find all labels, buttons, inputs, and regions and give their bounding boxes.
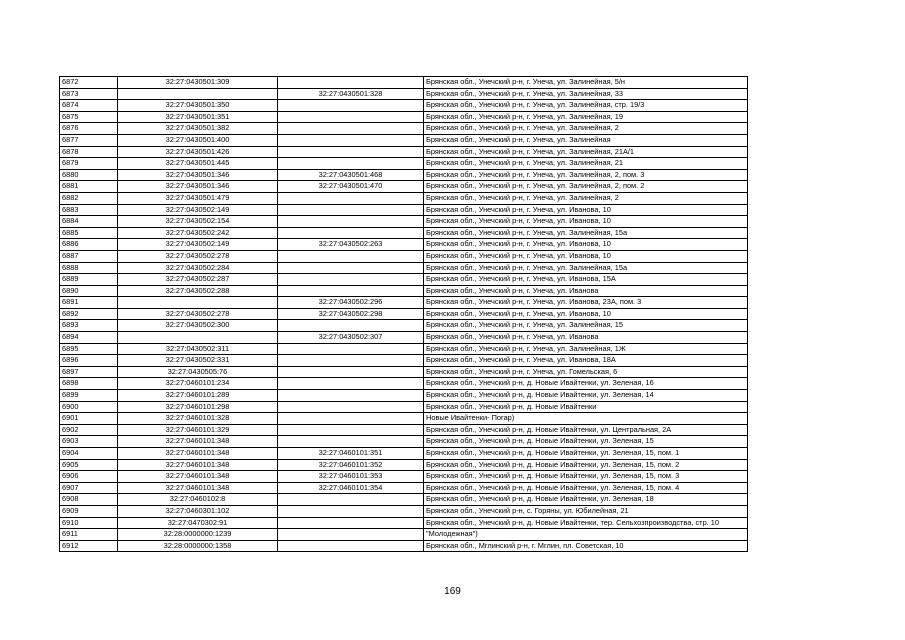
linked-cadastral-number-cell <box>278 413 424 425</box>
address-cell: Брянская обл., Унечский р-н, г. Унеча, ул. Иванова, 10 <box>424 308 748 320</box>
row-number-cell: 6894 <box>60 332 118 344</box>
cadastral-number-cell: 32:27:0460101:298 <box>118 401 278 413</box>
address-cell: Брянская обл., Унечский р-н, г. Унеча, ул. Залинейная, 21 <box>424 158 748 170</box>
address-cell: Брянская обл., Унечский р-н, г. Унеча, ул. Иванова, 10 <box>424 250 748 262</box>
address-cell: Брянская обл., Унечский р-н, г. Унеча, ул. Залинейная, 15 <box>424 320 748 332</box>
address-cell: Брянская обл., Унечский р-н, г. Унеча, ул. Залинейная, 19 <box>424 111 748 123</box>
cadastral-number-cell: 32:27:0430501:350 <box>118 100 278 112</box>
address-cell: Брянская обл., Унечский р-н, г. Унеча, ул. Залинейная, 1Ж <box>424 343 748 355</box>
cadastral-number-cell: 32:27:0460101:328 <box>118 413 278 425</box>
address-cell: Брянская обл., Унечский р-н, д. Новые Ивайтенки, ул. Зеленая, 15, пом. 2 <box>424 459 748 471</box>
linked-cadastral-number-cell <box>278 390 424 402</box>
table-row <box>60 169 748 181</box>
address-cell: Брянская обл., Унечский р-н, г. Унеча, ул. Иванова, 10 <box>424 216 748 228</box>
row-number-cell: 6892 <box>60 308 118 320</box>
table-row <box>60 239 748 251</box>
cadastral-number-cell: 32:27:0430502:288 <box>118 285 278 297</box>
linked-cadastral-number-cell <box>278 436 424 448</box>
address-cell: Брянская обл., Унечский р-н, д. Новые Ивайтенки, ул. Зеленая, 15, пом. 1 <box>424 448 748 460</box>
row-number-cell: 6882 <box>60 192 118 204</box>
linked-cadastral-number-cell <box>278 366 424 378</box>
table-row <box>60 505 748 517</box>
cadastral-number-cell: 32:27:0430501:346 <box>118 169 278 181</box>
table-row <box>60 158 748 170</box>
address-cell: Брянская обл., Унечский р-н, г. Унеча, ул. Залинейная, 2, пом. 2 <box>424 181 748 193</box>
linked-cadastral-number-cell <box>278 158 424 170</box>
row-number-cell: 6910 <box>60 517 118 529</box>
cadastral-number-cell: 32:27:0460301:102 <box>118 505 278 517</box>
linked-cadastral-number-cell <box>278 146 424 158</box>
cadastral-number-cell: 32:27:0430501:351 <box>118 111 278 123</box>
table-row <box>60 216 748 228</box>
cadastral-number-cell: 32:28:0000000:1239 <box>118 529 278 541</box>
row-number-cell: 6876 <box>60 123 118 135</box>
address-cell: Брянская обл., Унечский р-н, г. Унеча, ул. Залинейная, 15а <box>424 262 748 274</box>
cadastral-number-cell: 32:27:0460101:348 <box>118 448 278 460</box>
table-row <box>60 355 748 367</box>
table-body <box>60 77 748 552</box>
linked-cadastral-number-cell <box>278 505 424 517</box>
address-cell: Брянская обл., Унечский р-н, д. Новые Ивайтенки, ул. Зеленая, 16 <box>424 378 748 390</box>
cadastral-number-cell: 32:27:0430502:300 <box>118 320 278 332</box>
linked-cadastral-number-cell <box>278 227 424 239</box>
linked-cadastral-number-cell: 32:27:0430502:298 <box>278 308 424 320</box>
linked-cadastral-number-cell <box>278 262 424 274</box>
cadastral-table <box>59 76 748 552</box>
row-number-cell: 6880 <box>60 169 118 181</box>
cadastral-number-cell: 32:27:0460101:348 <box>118 482 278 494</box>
table-row <box>60 448 748 460</box>
cadastral-number-cell: 32:28:0000000:1358 <box>118 540 278 552</box>
cadastral-number-cell: 32:27:0430505:76 <box>118 366 278 378</box>
cadastral-number-cell: 32:27:0460101:289 <box>118 390 278 402</box>
linked-cadastral-number-cell: 32:27:0460101:353 <box>278 471 424 483</box>
linked-cadastral-number-cell: 32:27:0430501:328 <box>278 88 424 100</box>
cadastral-number-cell: 32:27:0430501:309 <box>118 77 278 89</box>
address-cell: Брянская обл., Унечский р-н, г. Унеча, ул. Иванова, 18А <box>424 355 748 367</box>
cadastral-number-cell <box>118 332 278 344</box>
cadastral-number-cell: 32:27:0430501:426 <box>118 146 278 158</box>
table-row <box>60 88 748 100</box>
linked-cadastral-number-cell <box>278 123 424 135</box>
linked-cadastral-number-cell <box>278 192 424 204</box>
linked-cadastral-number-cell <box>278 540 424 552</box>
address-cell: Брянская обл., Унечский р-н, д. Новые Ивайтенки, ул. Центральная, 2А <box>424 424 748 436</box>
row-number-cell: 6874 <box>60 100 118 112</box>
cadastral-number-cell: 32:27:0430502:242 <box>118 227 278 239</box>
table-row <box>60 227 748 239</box>
address-cell: Брянская обл., Унечский р-н, г. Унеча, ул. Залинейная, стр. 19/3 <box>424 100 748 112</box>
row-number-cell: 6907 <box>60 482 118 494</box>
address-cell: Брянская обл., Унечский р-н, г. Унеча, ул. Залинейная, 2 <box>424 192 748 204</box>
address-cell: Брянская обл., Унечский р-н, г. Унеча, ул. Залинейная, 33 <box>424 88 748 100</box>
row-number-cell: 6900 <box>60 401 118 413</box>
cadastral-number-cell: 32:27:0430501:400 <box>118 134 278 146</box>
address-cell: Брянская обл., Унечский р-н, д. Новые Ивайтенки, ул. Зеленая, 15, пом. 3 <box>424 471 748 483</box>
table-row <box>60 297 748 309</box>
address-cell: "Молодежная") <box>424 529 748 541</box>
row-number-cell: 6873 <box>60 88 118 100</box>
linked-cadastral-number-cell <box>278 517 424 529</box>
row-number-cell: 6891 <box>60 297 118 309</box>
linked-cadastral-number-cell <box>278 134 424 146</box>
row-number-cell: 6890 <box>60 285 118 297</box>
cadastral-number-cell: 32:27:0470302:91 <box>118 517 278 529</box>
table-row <box>60 401 748 413</box>
row-number-cell: 6902 <box>60 424 118 436</box>
linked-cadastral-number-cell <box>278 111 424 123</box>
table-row <box>60 529 748 541</box>
address-cell: Брянская обл., Унечский р-н, г. Унеча, ул. Залинейная, 2 <box>424 123 748 135</box>
cadastral-number-cell <box>118 297 278 309</box>
linked-cadastral-number-cell: 32:27:0430501:470 <box>278 181 424 193</box>
table-row <box>60 285 748 297</box>
linked-cadastral-number-cell: 32:27:0430502:296 <box>278 297 424 309</box>
address-cell: Брянская обл., Унечский р-н, д. Новые Ивайтенки <box>424 401 748 413</box>
address-cell: Брянская обл., Унечский р-н, г. Унеча, ул. Залинейная <box>424 134 748 146</box>
linked-cadastral-number-cell: 32:27:0460101:352 <box>278 459 424 471</box>
row-number-cell: 6911 <box>60 529 118 541</box>
row-number-cell: 6883 <box>60 204 118 216</box>
address-cell: Брянская обл., Унечский р-н, д. Новые Ивайтенки, ул. Зеленая, 18 <box>424 494 748 506</box>
linked-cadastral-number-cell <box>278 424 424 436</box>
table-row <box>60 204 748 216</box>
row-number-cell: 6912 <box>60 540 118 552</box>
cadastral-number-cell: 32:27:0430501:445 <box>118 158 278 170</box>
table-row <box>60 332 748 344</box>
address-cell: Брянская обл., Мглинский р-н, г. Мглин, пл. Советская, 10 <box>424 540 748 552</box>
address-cell: Брянская обл., Унечский р-н, г. Унеча, ул. Залинейная, 21А/1 <box>424 146 748 158</box>
table-row <box>60 366 748 378</box>
linked-cadastral-number-cell: 32:27:0430502:263 <box>278 239 424 251</box>
linked-cadastral-number-cell <box>278 378 424 390</box>
address-cell: Брянская обл., Унечский р-н, с. Горяны, ул. Юбилейная, 21 <box>424 505 748 517</box>
linked-cadastral-number-cell <box>278 100 424 112</box>
table-row <box>60 308 748 320</box>
table-row <box>60 77 748 89</box>
address-cell: Брянская обл., Унечский р-н, г. Унеча, ул. Залинейная, 5/н <box>424 77 748 89</box>
table-row <box>60 494 748 506</box>
address-cell: Брянская обл., Унечский р-н, г. Унеча, ул. Иванова, 23А, пом. 3 <box>424 297 748 309</box>
linked-cadastral-number-cell <box>278 204 424 216</box>
table-row <box>60 320 748 332</box>
row-number-cell: 6875 <box>60 111 118 123</box>
table-row <box>60 111 748 123</box>
linked-cadastral-number-cell <box>278 401 424 413</box>
linked-cadastral-number-cell <box>278 250 424 262</box>
table-row <box>60 134 748 146</box>
row-number-cell: 6896 <box>60 355 118 367</box>
cadastral-number-cell: 32:27:0430502:287 <box>118 274 278 286</box>
address-cell: Брянская обл., Унечский р-н, д. Новые Ивайтенки, тер. Сельхозпроизводства, стр. 10 <box>424 517 748 529</box>
address-cell: Брянская обл., Унечский р-н, г. Унеча, ул. Иванова, 10 <box>424 204 748 216</box>
linked-cadastral-number-cell <box>278 355 424 367</box>
table-row <box>60 343 748 355</box>
table-row <box>60 482 748 494</box>
address-cell: Брянская обл., Унечский р-н, г. Унеча, ул. Иванова, 15А <box>424 274 748 286</box>
page-number: 169 <box>444 586 461 597</box>
address-cell: Новые Ивайтенки- Погар) <box>424 413 748 425</box>
address-cell: Брянская обл., Унечский р-н, г. Унеча, ул. Гомельская, 6 <box>424 366 748 378</box>
cadastral-number-cell: 32:27:0430502:278 <box>118 250 278 262</box>
row-number-cell: 6889 <box>60 274 118 286</box>
table-row <box>60 181 748 193</box>
row-number-cell: 6908 <box>60 494 118 506</box>
address-cell: Брянская обл., Унечский р-н, г. Унеча, ул. Иванова, 10 <box>424 239 748 251</box>
linked-cadastral-number-cell <box>278 77 424 89</box>
row-number-cell: 6895 <box>60 343 118 355</box>
table-row <box>60 378 748 390</box>
linked-cadastral-number-cell <box>278 274 424 286</box>
linked-cadastral-number-cell: 32:27:0460101:351 <box>278 448 424 460</box>
row-number-cell: 6897 <box>60 366 118 378</box>
cadastral-number-cell: 32:27:0430502:331 <box>118 355 278 367</box>
address-cell: Брянская обл., Унечский р-н, г. Унеча, ул. Иванова <box>424 285 748 297</box>
linked-cadastral-number-cell <box>278 494 424 506</box>
row-number-cell: 6901 <box>60 413 118 425</box>
row-number-cell: 6881 <box>60 181 118 193</box>
cadastral-number-cell: 32:27:0430502:284 <box>118 262 278 274</box>
table-row <box>60 250 748 262</box>
table-row <box>60 517 748 529</box>
linked-cadastral-number-cell: 32:27:0460101:354 <box>278 482 424 494</box>
cadastral-number-cell <box>118 88 278 100</box>
cadastral-number-cell: 32:27:0430501:479 <box>118 192 278 204</box>
row-number-cell: 6879 <box>60 158 118 170</box>
address-cell: Брянская обл., Унечский р-н, г. Унеча, ул. Иванова <box>424 332 748 344</box>
linked-cadastral-number-cell: 32:27:0430502:307 <box>278 332 424 344</box>
linked-cadastral-number-cell <box>278 285 424 297</box>
table-row <box>60 192 748 204</box>
row-number-cell: 6905 <box>60 459 118 471</box>
cadastral-number-cell: 32:27:0430502:149 <box>118 239 278 251</box>
linked-cadastral-number-cell: 32:27:0430501:468 <box>278 169 424 181</box>
row-number-cell: 6898 <box>60 378 118 390</box>
cadastral-number-cell: 32:27:0430502:311 <box>118 343 278 355</box>
cadastral-number-cell: 32:27:0430501:382 <box>118 123 278 135</box>
table-row <box>60 262 748 274</box>
row-number-cell: 6887 <box>60 250 118 262</box>
cadastral-number-cell: 32:27:0460101:348 <box>118 459 278 471</box>
table-row <box>60 390 748 402</box>
table-row <box>60 100 748 112</box>
row-number-cell: 6903 <box>60 436 118 448</box>
table-row <box>60 123 748 135</box>
cadastral-number-cell: 32:27:0460101:348 <box>118 471 278 483</box>
row-number-cell: 6909 <box>60 505 118 517</box>
address-cell: Брянская обл., Унечский р-н, г. Унеча, ул. Залинейная, 2, пом. 3 <box>424 169 748 181</box>
cadastral-number-cell: 32:27:0460101:329 <box>118 424 278 436</box>
row-number-cell: 6906 <box>60 471 118 483</box>
row-number-cell: 6888 <box>60 262 118 274</box>
row-number-cell: 6885 <box>60 227 118 239</box>
cadastral-number-cell: 32:27:0430501:346 <box>118 181 278 193</box>
address-cell: Брянская обл., Унечский р-н, д. Новые Ивайтенки, ул. Зеленая, 15 <box>424 436 748 448</box>
row-number-cell: 6886 <box>60 239 118 251</box>
row-number-cell: 6899 <box>60 390 118 402</box>
row-number-cell: 6893 <box>60 320 118 332</box>
linked-cadastral-number-cell <box>278 343 424 355</box>
row-number-cell: 6872 <box>60 77 118 89</box>
table-row <box>60 459 748 471</box>
table-row <box>60 413 748 425</box>
cadastral-number-cell: 32:27:0460101:348 <box>118 436 278 448</box>
row-number-cell: 6877 <box>60 134 118 146</box>
row-number-cell: 6878 <box>60 146 118 158</box>
cadastral-number-cell: 32:27:0430502:149 <box>118 204 278 216</box>
linked-cadastral-number-cell <box>278 320 424 332</box>
address-cell: Брянская обл., Унечский р-н, д. Новые Ивайтенки, ул. Зеленая, 15, пом. 4 <box>424 482 748 494</box>
table-row <box>60 274 748 286</box>
address-cell: Брянская обл., Унечский р-н, д. Новые Ивайтенки, ул. Зеленая, 14 <box>424 390 748 402</box>
table-row <box>60 436 748 448</box>
linked-cadastral-number-cell <box>278 216 424 228</box>
row-number-cell: 6904 <box>60 448 118 460</box>
table-row <box>60 424 748 436</box>
table-row <box>60 146 748 158</box>
cadastral-number-cell: 32:27:0460101:234 <box>118 378 278 390</box>
table-row <box>60 540 748 552</box>
table-row <box>60 471 748 483</box>
cadastral-number-cell: 32:27:0460102:8 <box>118 494 278 506</box>
row-number-cell: 6884 <box>60 216 118 228</box>
cadastral-number-cell: 32:27:0430502:278 <box>118 308 278 320</box>
linked-cadastral-number-cell <box>278 529 424 541</box>
cadastral-number-cell: 32:27:0430502:154 <box>118 216 278 228</box>
address-cell: Брянская обл., Унечский р-н, г. Унеча, ул. Залинейная, 15а <box>424 227 748 239</box>
